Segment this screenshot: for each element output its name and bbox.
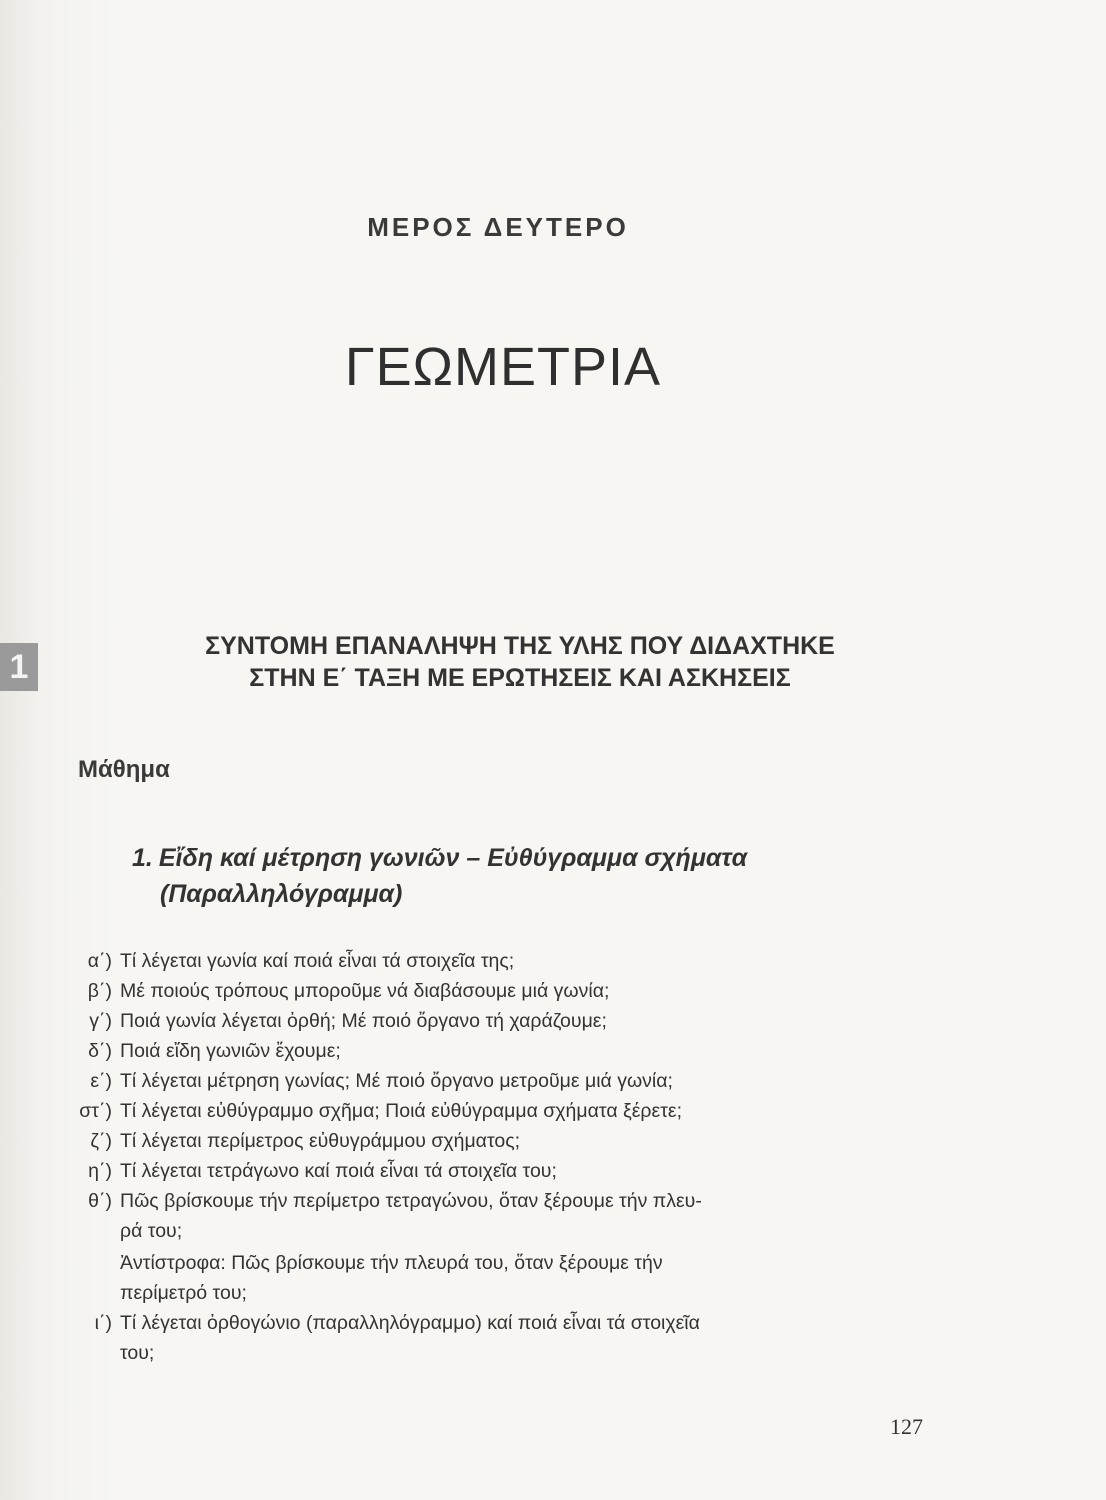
page-title: ΓΕΩΜΕΤΡΙΑ xyxy=(344,337,662,397)
question-item xyxy=(40,1006,970,1036)
question-text: Ποιά εἴδη γωνιῶν ἔχουμε; xyxy=(120,1040,341,1062)
question-text xyxy=(120,1186,970,1308)
question-item xyxy=(40,946,970,976)
question-label: θ΄) xyxy=(88,1190,112,1212)
question-label: δ΄) xyxy=(88,1040,112,1062)
question-label: στ΄) xyxy=(79,1100,112,1122)
question-label: ε΄) xyxy=(90,1070,112,1092)
question-text: Τί λέγεται περίμετρος εὐθυγράμμου σχήματος; xyxy=(120,1130,521,1152)
subsection-title-line-1: Εἴδη καί μέτρηση γωνιῶν – Εὐθύγραμμα σχήματα xyxy=(158,844,748,872)
question-text: Τί λέγεται μέτρηση γωνίας; Μέ ποιό ὄργανο μετροῦμε μιά γωνία; xyxy=(120,1070,673,1092)
question-text: Τί λέγεται εὐθύγραμμο σχῆμα; Ποιά εὐθύγραμμα σχήματα ξέρετε; xyxy=(120,1100,683,1122)
question-item xyxy=(40,1156,970,1186)
question-item xyxy=(40,1126,970,1156)
question-label: ζ΄) xyxy=(90,1130,112,1152)
question-text xyxy=(120,1308,970,1368)
subsection-number: 1. xyxy=(132,844,153,872)
question-list xyxy=(40,946,970,1368)
question-text-line: του; xyxy=(120,1342,155,1364)
subsection-title xyxy=(132,840,972,912)
question-text: Μέ ποιούς τρόπους μποροῦμε νά διαβάσουμε μιά γωνία; xyxy=(120,980,610,1002)
section-heading xyxy=(60,630,980,694)
question-item xyxy=(40,1066,970,1096)
question-label: ι΄) xyxy=(94,1312,112,1334)
question-item xyxy=(40,976,970,1006)
question-item xyxy=(40,1036,970,1066)
section-heading-line-1: ΣΥΝΤΟΜΗ ΕΠΑΝΑΛΗΨΗ ΤΗΣ ΥΛΗΣ ΠΟΥ ΔΙΔΑΧΤΗΚΕ xyxy=(205,632,835,660)
section-heading-line-2: ΣΤΗΝ Ε΄ ΤΑΞΗ ΜΕ ΕΡΩΤΗΣΕΙΣ ΚΑΙ ΑΣΚΗΣΕΙΣ xyxy=(249,664,791,692)
question-extra-line: Ἀντίστροφα: Πῶς βρίσκουμε τήν πλευρά του, ὅταν ξέρουμε τήν xyxy=(120,1252,663,1274)
section-number-tab: 1 xyxy=(0,643,38,691)
question-text-line: ρά του; xyxy=(120,1220,183,1242)
question-label: β΄) xyxy=(87,980,112,1002)
part-label: ΜΕΡΟΣ ΔΕΥΤΕΡΟ xyxy=(367,212,629,242)
question-extra-line: περίμετρό του; xyxy=(120,1282,247,1304)
question-text: Ποιά γωνία λέγεται ὀρθή; Μέ ποιό ὄργανο τή χαράζουμε; xyxy=(120,1010,607,1032)
question-item xyxy=(40,1308,970,1368)
question-text-line: Πῶς βρίσκουμε τήν περίμετρο τετραγώνου, ὅταν ξέρουμε τήν πλευ- xyxy=(120,1190,702,1212)
question-label: α΄) xyxy=(87,950,112,972)
question-label: η΄) xyxy=(88,1160,112,1182)
question-item xyxy=(40,1096,970,1126)
subsection-title-line-2: (Παραλληλόγραμμα) xyxy=(160,880,403,908)
lesson-label: Μάθημα xyxy=(78,756,170,783)
question-item xyxy=(40,1186,970,1308)
question-text-line: Τί λέγεται ὀρθογώνιο (παραλληλόγραμμο) καί ποιά εἶναι τά στοιχεῖα xyxy=(120,1312,700,1334)
page-number: 127 xyxy=(890,1414,923,1439)
question-text: Τί λέγεται τετράγωνο καί ποιά εἶναι τά στοιχεῖα του; xyxy=(120,1160,557,1182)
question-label: γ΄) xyxy=(89,1010,112,1032)
question-text: Τί λέγεται γωνία καί ποιά εἶναι τά στοιχεῖα της; xyxy=(120,950,515,972)
